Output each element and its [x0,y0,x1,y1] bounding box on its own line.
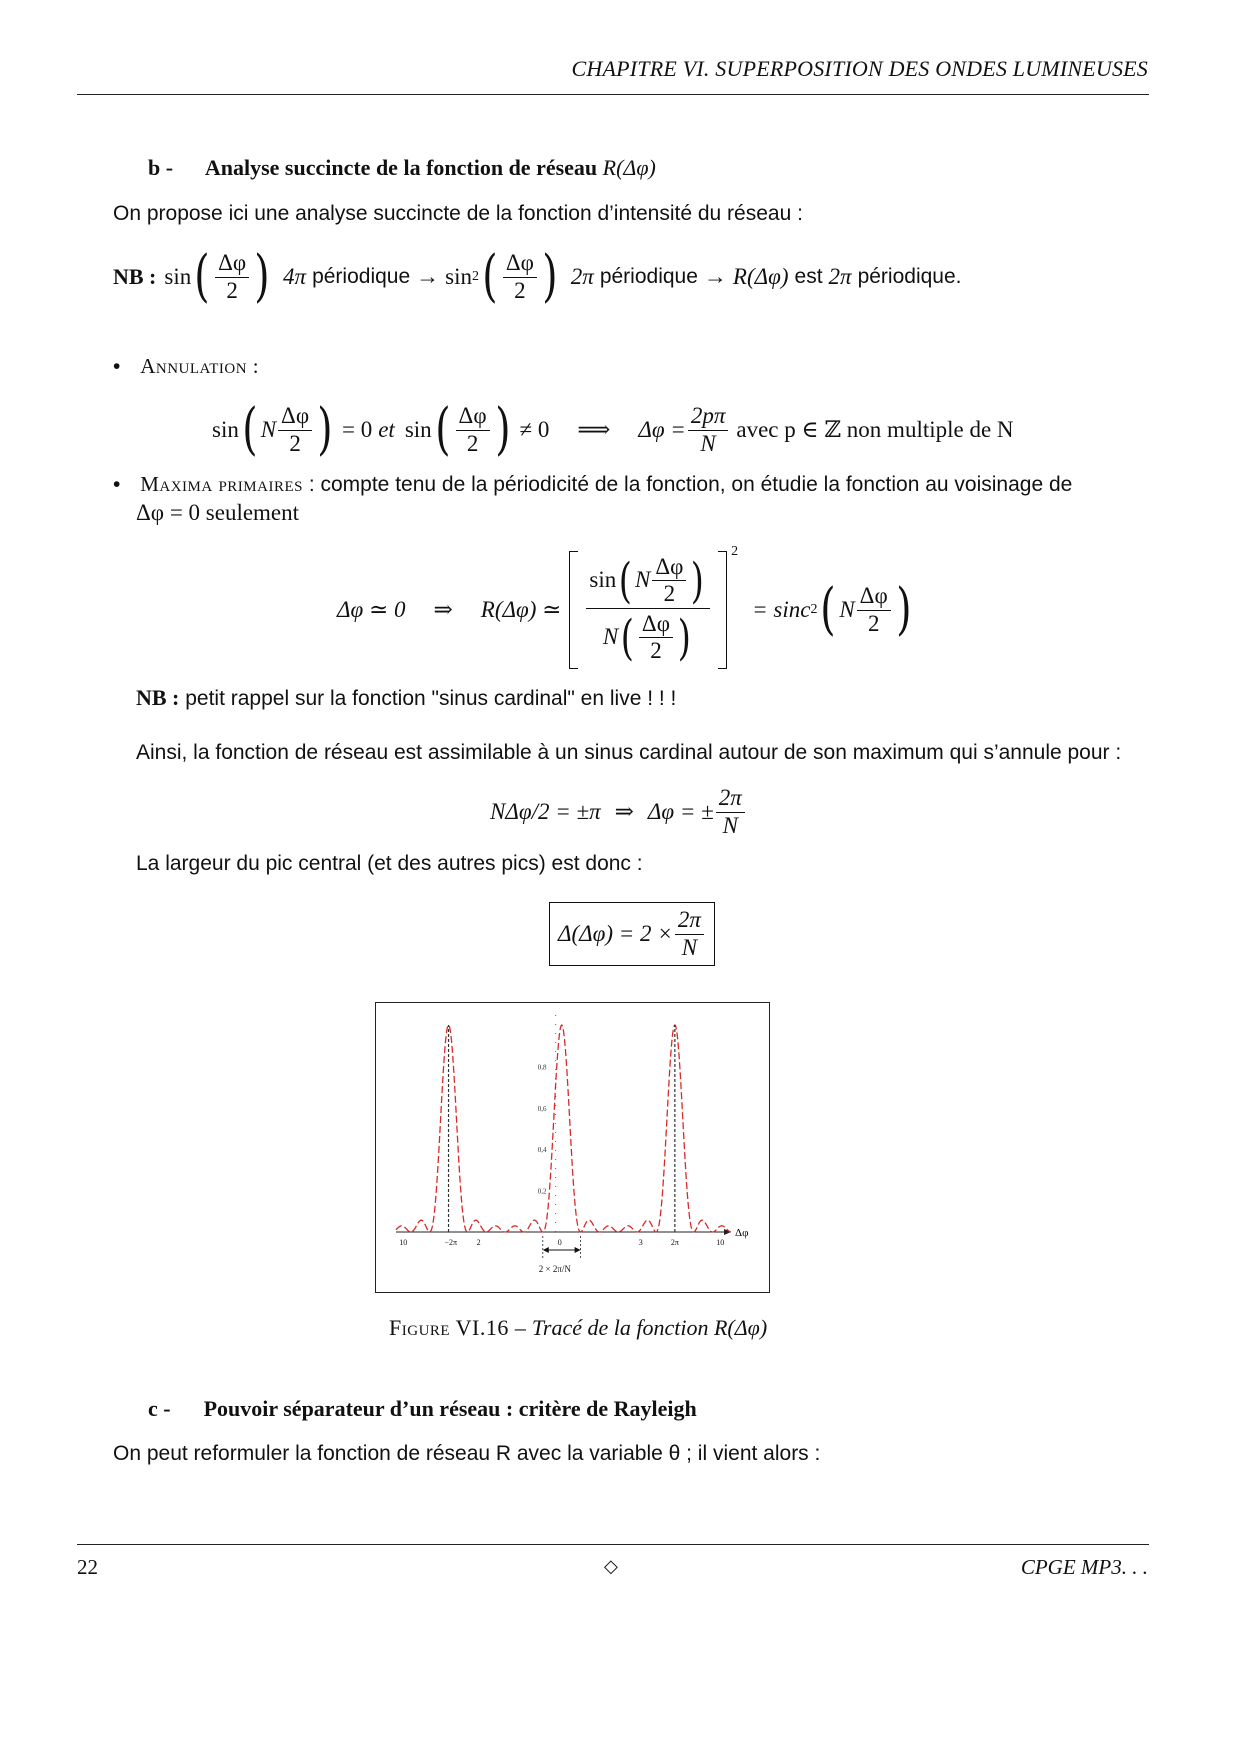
maxima-bullet [113,472,1072,497]
maxima-text: : compte tenu de la périodicité de la fonction, on étudie la fonction au voisinage de [308,473,1073,496]
annulation-bullet [113,354,259,379]
annulation-equation [212,398,1014,462]
section-b-intro: On propose ici une analyse succincte de la fonction d’intensité du réseau : [113,202,803,225]
x-axis-label: Δφ [735,1227,749,1239]
footer-diamond: ◇ [604,1556,618,1576]
annulation-frac-3: $\frac{2p\pi}{N}$ [688,403,729,457]
maxima-ainsi: Ainsi, la fonction de réseau est assimilable à un sinus cardinal autour de son maximum qui s’annule pour : [136,741,1122,764]
x-tick-label: 10 [399,1238,408,1247]
annulation-sin2: sin [404,417,432,442]
y-tick-label: 0,2 [537,1187,547,1196]
grating-function-chart [376,1003,769,1292]
footer-rule [77,1544,1149,1545]
nb-paren2-right: ) [542,244,558,309]
maxima-largeur: La largeur du pic central (et des autres pics) est donc : [136,852,643,875]
annulation-paren-right: ) [317,397,333,462]
width-annotation: 2 × 2π/N [538,1264,571,1274]
maxima-big-fraction: sin ( N $\frac{\Delta\varphi}{2}$ ) N ( $\frac{\Delta\varphi}{2}$ ) [586,554,710,667]
footer-right: CPGE MP3. . . [1020,1555,1148,1579]
annulation-N: N [260,417,277,442]
annulation-eq0: = 0 [341,417,373,442]
maxima-exp2: 2 [731,544,739,559]
maxima-label: Maxima primaires [140,472,303,496]
annulation-frac-2: $\frac{\Delta\varphi}{2}$ [456,403,490,457]
header-rule [77,94,1149,95]
x-tick-label: 10 [716,1238,725,1247]
nb-est: est [794,265,823,288]
section-b-title-math: R(Δφ) [602,155,656,180]
nb-period-3: 2π [828,264,852,289]
section-b-title: Analyse succincte de la fonction de réseau [204,155,598,180]
nb-period-2: 2π [570,264,594,289]
nb-arrow: → [416,264,440,289]
maxima-sinc: = sinc [752,597,811,622]
annulation-et: et [378,417,395,442]
nb-paren-right: ) [254,244,270,309]
maxima-sinc-paren-left: ( [820,577,837,642]
nb-text-1: périodique [312,265,411,288]
page-number: 22 [77,1555,98,1579]
annulation-paren2-left: ( [434,397,451,462]
x-tick-label: 2π [670,1238,679,1247]
running-header: CHAPITRE VI. SUPERPOSITION DES ONDES LUMINEUSES [571,56,1148,81]
maxima-text-2: Δφ = 0 seulement [136,500,300,525]
annulation-neq0: ≠ 0 [519,417,550,442]
maxima-equation [337,540,915,680]
zero-equation: NΔφ/2 = ±π ⇒ Δφ = ± $\frac{2\pi}{N}$ [490,782,747,842]
x-tick-label: 2 [476,1238,481,1247]
boxed-width-formula: Δ(Δφ) = 2 × $\frac{2\pi}{N}$ [549,902,715,966]
maxima-r-approx: R(Δφ) ≃ [480,597,562,622]
nb-paren2-left: ( [482,244,498,309]
maxima-approx-lhs: Δφ ≃ 0 [337,597,406,622]
maxima-sinc-N: N [839,597,855,622]
y-tick-label: 0,4 [537,1146,547,1155]
nb-label: NB : [113,264,157,289]
maxima-sinc-exp: 2 [810,602,818,617]
maxima-bracket [569,551,727,669]
y-tick-label: 0,6 [537,1104,547,1113]
x-tick-label: −2π [444,1238,458,1247]
maxima-sinc-frac: $\frac{\Delta\varphi}{2}$ [857,583,891,637]
annulation-sin: sin [212,417,239,442]
nb-sin2: sin [445,264,472,289]
series-curve [396,1025,731,1232]
bullet-icon: • [113,473,121,496]
annulation-dphi: Δφ = [638,417,686,442]
nb-sin: sin [164,264,192,289]
maxima-sinc-paren-right: ) [896,577,912,642]
nb-period-1: 4π [283,264,307,289]
nb-fraction-2: $\frac{\Delta\varphi}{2}$ [503,250,537,304]
annulation-implies: ⟹ [577,417,611,442]
x-tick-label: 0 [557,1238,562,1247]
annulation-label: Annulation : [140,354,260,378]
section-b-label: b - [148,155,174,180]
maxima-nb: NB : petit rappel sur la fonction "sinus cardinal" en live ! ! ! [136,685,677,710]
annulation-paren2-right: ) [494,397,511,462]
figure-frame [375,1002,770,1293]
nb-text-2: périodique [599,265,698,288]
maxima-arrow: ⇒ [433,597,453,622]
annulation-frac-1: $\frac{\Delta\varphi}{2}$ [278,403,312,457]
nb-arrow-2: → [703,264,727,289]
annulation-paren-left: ( [242,397,258,462]
nb-text-3: périodique. [857,265,962,288]
nb-paren-left: ( [194,244,210,309]
nb-sup2: 2 [472,269,479,284]
section-b-heading [148,155,656,181]
nb-fraction-1: $\frac{\Delta\varphi}{2}$ [215,250,249,304]
section-c-text: On peut reformuler la fonction de réseau R avec la variable θ ; il vient alors : [113,1442,821,1465]
nb-periodicity-line [113,244,962,309]
y-tick-label: 0,8 [537,1063,547,1072]
nb-r: R(Δφ) [732,264,789,289]
x-tick-label: 3 [638,1238,643,1247]
section-c-heading: c - Pouvoir séparateur d’un réseau : critère de Rayleigh [148,1396,697,1421]
bullet-icon: • [113,355,121,378]
figure-caption: Figure VI.16 – Tracé de la fonction R(Δφ) [389,1315,768,1340]
annulation-avec: avec p ∈ ℤ non multiple de N [736,417,1014,442]
